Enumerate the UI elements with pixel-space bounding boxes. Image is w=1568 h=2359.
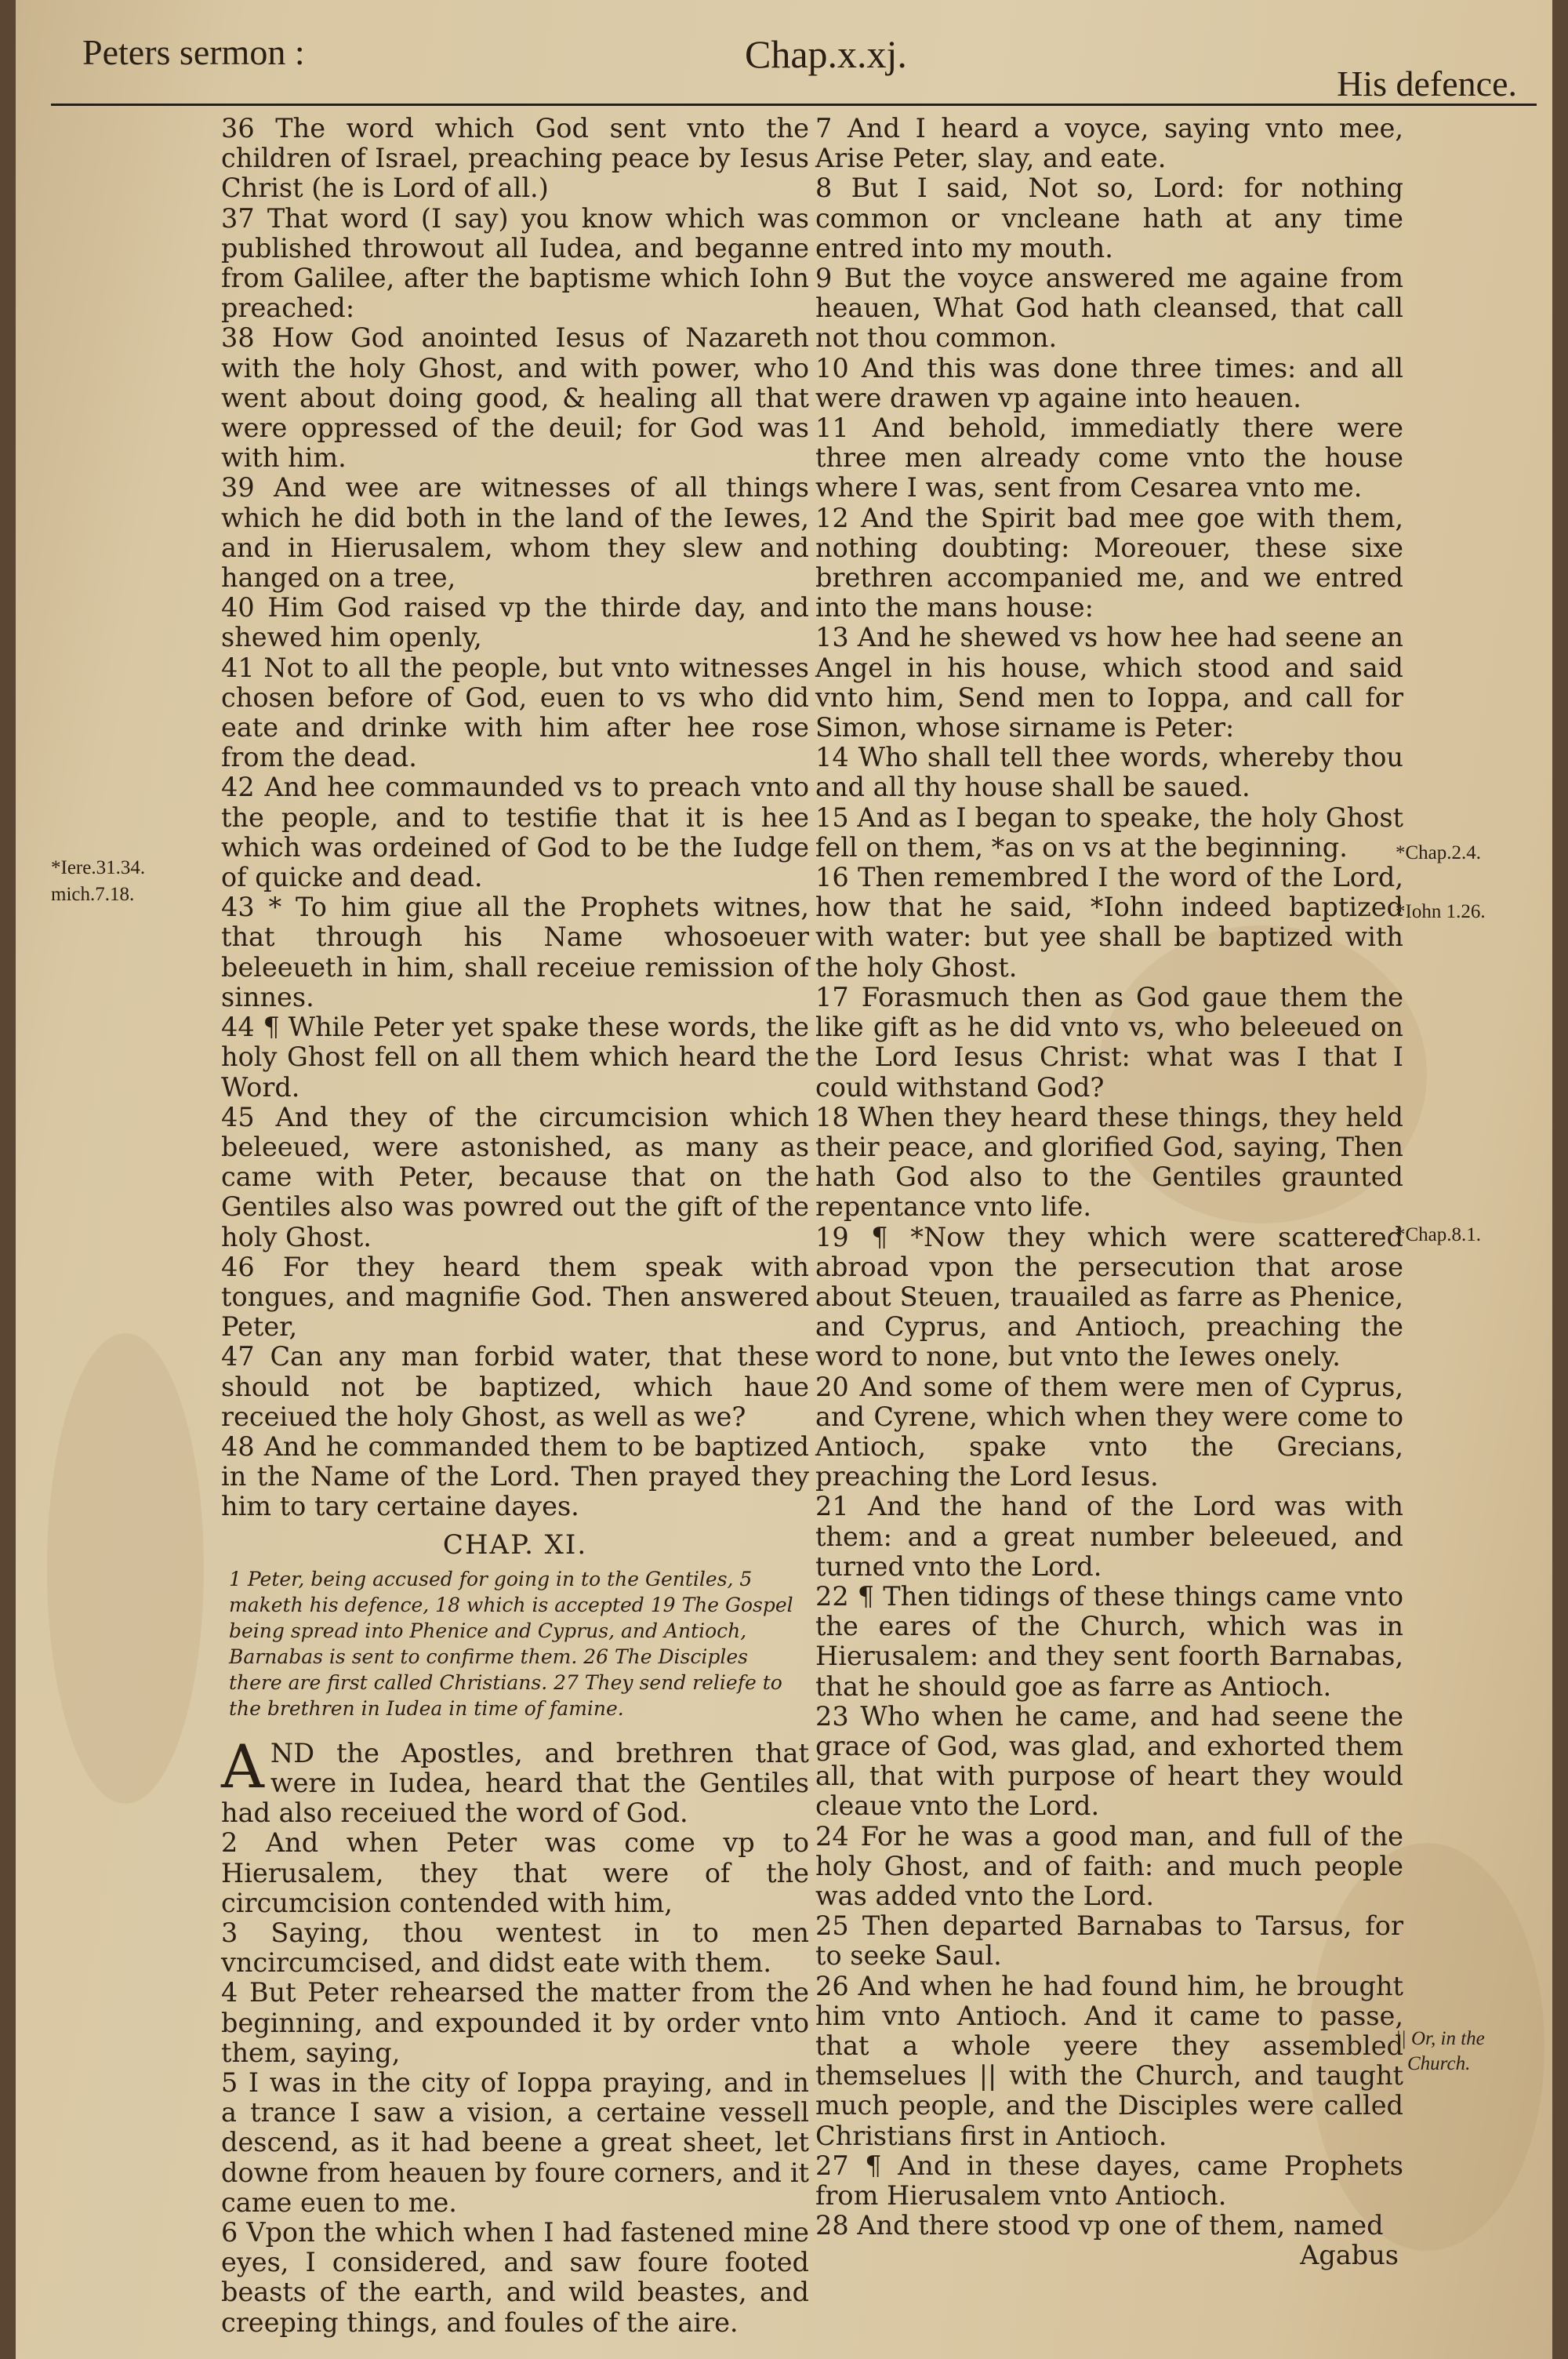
verse: 42 And hee commaunded vs to preach vnto the people, and to testifie that it is hee which was ordeined of God to be the Iudge of quicke and dead. [221,772,809,893]
margin-note-left: mich.7.18. [51,884,135,905]
verse: 25 Then departed Barnabas to Tarsus, for to seeke Saul. [815,1910,1403,1972]
verse: 4 But Peter rehearsed the matter from the beginning, and expounded it by order vnto them, saying, [221,1977,809,2068]
verse: 14 Who shall tell thee words, whereby thou and all thy house shall be saued. [815,742,1403,803]
verse: 6 Vpon the which when I had fastened mine eyes, I considered, and saw foure footed beasts of the earth, and wild beastes, and creeping things, and foules of the aire. [221,2217,809,2338]
verse: 48 And he commanded them to be baptized in the Name of the Lord. Then prayed they him to tary certaine dayes. [221,1430,809,1522]
verse: 27 ¶ And in these dayes, came Prophets from Hierusalem vnto Antioch. [815,2150,1403,2212]
verse: 38 How God anointed Iesus of Nazareth with the holy Ghost, and with power, who went about doing good, & healing all that were oppressed of the deuil; for God was with him. [221,322,809,474]
left-column [221,114,809,2338]
verse: 7 And I heard a voyce, saying vnto mee, Arise Peter, slay, and eate. [815,113,1403,174]
verse: 17 Forasmuch then as God gaue them the like gift as he did vnto vs, who beleeued on the Lord Iesus Christ: what was I that I could withstand God? [815,981,1403,1103]
running-head-left: Peters sermon : [82,32,305,72]
margin-note-right: *Chap.8.1. [1396,1224,1482,1245]
verse: 16 Then remembred I the word of the Lord, how that he said, *Iohn indeed baptized with water: but yee shall be baptized with the holy Ghost. [815,862,1403,983]
chapter-heading: CHAP. XI. [442,1528,588,1561]
verse: 9 But the voyce answered me againe from heauen, What God hath cleansed, that call not thou common. [815,263,1403,354]
verse: 24 For he was a good man, and full of the holy Ghost, and of faith: and much people was added vnto the Lord. [815,1820,1403,1911]
paper-stain [47,1333,204,1804]
right-column [815,114,1403,2271]
verse: 12 And the Spirit bad mee goe with them, nothing doubting: Moreouer, these sixe brethren accompanied me, and we entred into the mans house: [815,502,1403,623]
header-rule [51,104,1537,106]
verse: 11 And behold, immediatly there were three men already come vnto the house where I was, sent from Cesarea vnto me. [815,413,1403,503]
verse: 45 And they of the circumcision which beleeued, were astonished, as many as came with Peter, because that on the Gentiles also was powred out the gift of the holy Ghost. [221,1101,809,1252]
book-page [16,0,1552,2359]
catchword: Agabus [1300,2240,1399,2271]
margin-note-right: *Iohn 1.26. [1396,901,1486,922]
verse: 22 ¶ Then tidings of these things came vnto the eares of the Church, which was in Hierusalem: and they sent foorth Barnabas, that he should goe as farre as Antioch. [815,1580,1403,1702]
verse: 8 But I said, Not so, Lord: for nothing common or vncleane hath at any time entred into my mouth. [815,173,1403,264]
margin-note-left: *Iere.31.34. [51,857,146,878]
verse: 37 That word (I say) you know which was published throwout all Iudea, and beganne from Galilee, after the baptisme which Iohn preached: [221,202,809,324]
verse: 15 And as I began to speake, the holy Ghost fell on them, *as on vs at the beginning. [815,801,1403,863]
verse: 44 ¶ While Peter yet spake these words, the holy Ghost fell on all them which heard the Word. [221,1012,809,1103]
verse: 18 When they heard these things, they held their peace, and glorified God, saying, Then hath God also to the Gentiles graunted repentance vnto life. [815,1101,1403,1223]
verse: 41 Not to all the people, but vnto witnesses chosen before of God, euen to vs who did eate and drinke with him after hee rose from the dead. [221,652,809,773]
running-head-chapter: Chap.x.xj. [745,32,907,76]
verse: 13 And he shewed vs how hee had seene an Angel in his house, which stood and said vnto him, Send men to Ioppa, and call for Simon, whose sirname is Peter: [815,622,1403,743]
verse: 26 And when he had found him, he brought him vnto Antioch. And it came to passe, that a whole yeere they assembled themselues || with the Church, and taught much people, and the Disciples were called Christians first in Antioch. [815,1970,1403,2151]
verse: 46 For they heard them speak with tongues, and magnifie God. Then answered Peter, [221,1251,809,1343]
verse: 20 And some of them were men of Cyprus, and Cyrene, which when they were come to Antioch, spake vnto the Grecians, preaching the Lord Iesus. [815,1371,1403,1492]
verse: 47 Can any man forbid water, that these should not be baptized, which haue receiued the holy Ghost, as well as we? [221,1341,809,1432]
verse: 3 Saying, thou wentest in to men vncircumcised, and didst eate with them. [221,1917,809,1979]
verse: 19 ¶ *Now they which were scattered abroad vpon the persecution that arose about Steuen, trauailed as farre as Phenice, and Cyprus, and Antioch, preaching the word to none, but vnto the Iewes onely. [815,1221,1403,1372]
verse: 28 And there stood vp one of them, named [815,2210,1384,2241]
verse: 5 I was in the city of Ioppa praying, and in a trance I saw a vision, a certaine vessell descend, as it had beene a great sheet, let downe from heauen by foure corners, and it came euen to me. [221,2066,809,2218]
chapter-summary: 1 Peter, being accused for going in to the Gentiles, 5 maketh his defence, 18 which is accepted 19 The Gospel being spread into Phenice and Cyprus, and Antioch, Barnabas is sent to confirme them. 26 The Disciples there are first called Christians. 27 They send reliefe to the brethren in Iudea in time of famine. [229,1567,793,1720]
verse: 39 And wee are witnesses of all things which he did both in the land of the Iewes, and in Hierusalem, whom they slew and hanged on a tree, [221,472,809,594]
verse: 40 Him God raised vp the thirde day, and shewed him openly, [221,592,809,653]
margin-note-right: Church. [1407,2053,1471,2074]
verse: 23 Who when he came, and had seene the grace of God, was glad, and exhorted them all, that with purpose of heart they would cleaue vnto the Lord. [815,1700,1403,1822]
verse: 21 And the hand of the Lord was with them: and a great number beleeued, and turned vnto the Lord. [815,1491,1403,1582]
margin-note-right: || Or, in the [1396,2028,1485,2049]
verse: 10 And this was done three times: and all were drawen vp againe into heauen. [815,352,1403,413]
verse: 43 * To him giue all the Prophets witnes, that through his Name whosoeuer beleeueth in him, shall receiue remission of sinnes. [221,892,809,1012]
verse-first: AND the Apostles, and brethren that were in Iudea, heard that the Gentiles had also receiued the word of God. [221,1731,809,1829]
margin-note-right: *Chap.2.4. [1396,842,1482,863]
running-head-right: His defence. [1337,64,1517,104]
verse: 2 And when Peter was come vp to Hierusalem, they that were of the circumcision contended with him, [221,1827,809,1918]
verse: 36 The word which God sent vnto the children of Israel, preaching peace by Iesus Christ (he is Lord of all.) [221,113,809,204]
